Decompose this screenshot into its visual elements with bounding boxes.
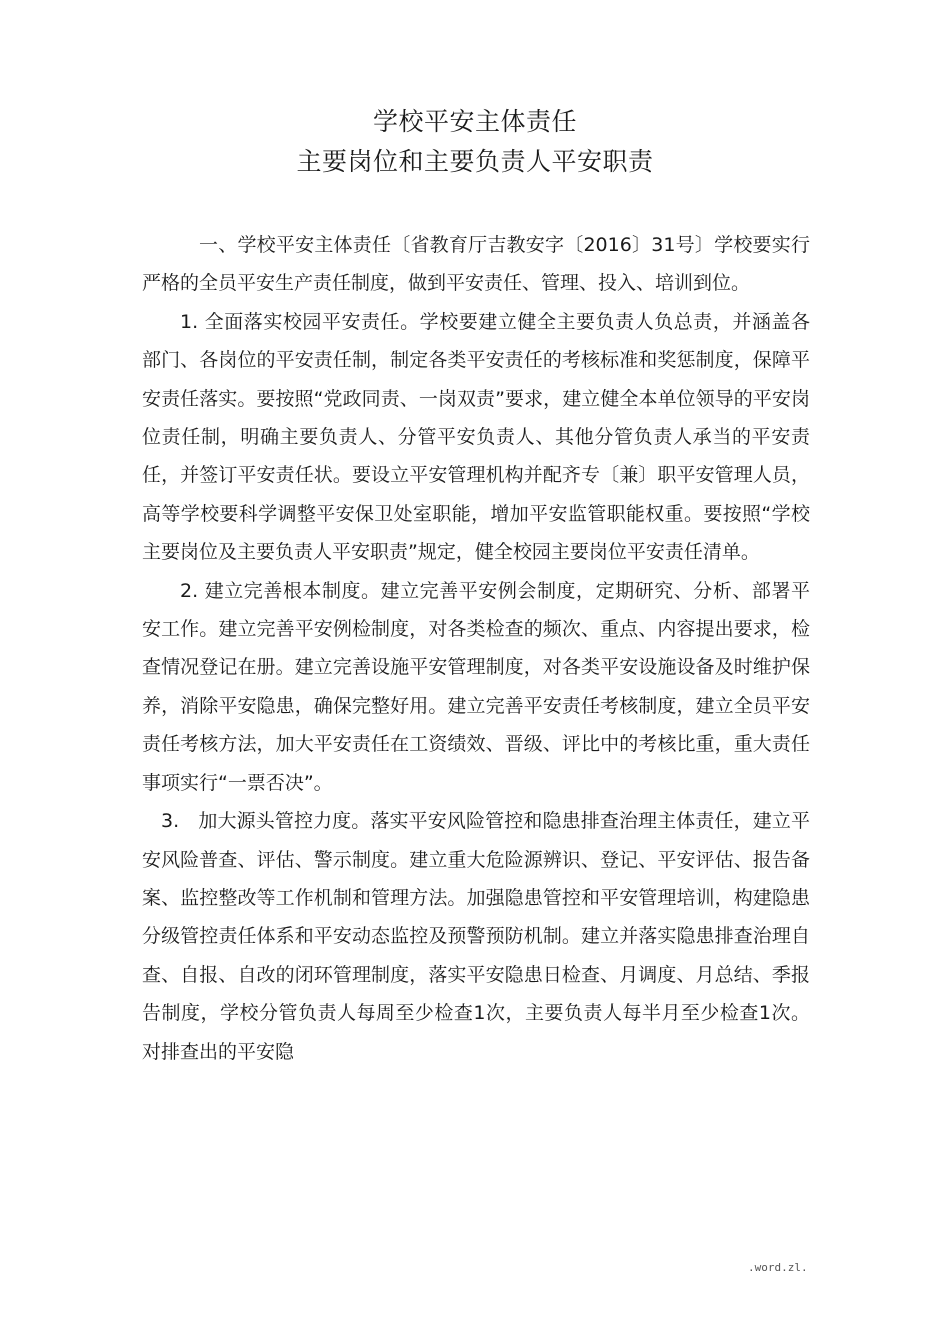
title-line-1: 学校平安主体责任 xyxy=(372,107,577,136)
paragraph-2: 1. 全面落实校园平安责任。学校要建立健全主要负责人负总责，并涵盖各部门、各岗位的平安责任制，制定各类平安责任的考核标准和奖惩制度，保障平安责任落实。要按照“党政同责、一岗双责”要求，建立健全本单位领导的平安岗位责任制，明确主要负责人、分管平安负责人、其他分管负责人承当的平安责任，并签订平安责任状。要设立平安管理机构并配齐专〔兼〕职平安管理人员，高等学校要科学调整平安保卫处室职能，增加平安监管职能权重。要按照“学校主要岗位及主要负责人平安职责”规定，健全校园主要岗位平安责任清单。 xyxy=(142,310,810,564)
paragraph-1: 一、学校平安主体责任〔省教育厅吉教安字〔2016〕31号〕学校要实行严格的全员平安生产责任制度，做到平安责任、管理、投入、培训到位。 xyxy=(142,234,810,295)
document-body xyxy=(142,226,810,1071)
document-title xyxy=(0,102,950,182)
title-line-2: 主要岗位和主要负责人平安职责 xyxy=(296,147,654,176)
paragraph-4: 3. 加大源头管控力度。落实平安风险管控和隐患排查治理主体责任，建立平安风险普查、评估、警示制度。建立重大危险源辨识、登记、平安评估、报告备案、监控整改等工作机制和管理方法。加强隐患管控和平安管理培训，构建隐患分级管控责任体系和平安动态监控及预警预防机制。建立并落实隐患排查治理自查、自报、自改的闭环管理制度，落实平安隐患日检查、月调度、月总结、季报告制度，学校分管负责人每周至少检查1次，主要负责人每半月至少检查1次。对排查出的平安隐 xyxy=(142,810,810,1063)
paragraph-3: 2. 建立完善根本制度。建立完善平安例会制度，定期研究、分析、部署平安工作。建立完善平安例检制度，对各类检查的频次、重点、内容提出要求，检查情况登记在册。建立完善设施平安管理制度，对各类平安设施设备及时维护保养，消除平安隐患，确保完整好用。建立完善平安责任考核制度，建立全员平安责任考核方法，加大平安责任在工资绩效、晋级、评比中的考核比重，重大责任事项实行“一票否决”。 xyxy=(142,579,810,794)
page-footer: .word.zl. xyxy=(748,1261,808,1274)
